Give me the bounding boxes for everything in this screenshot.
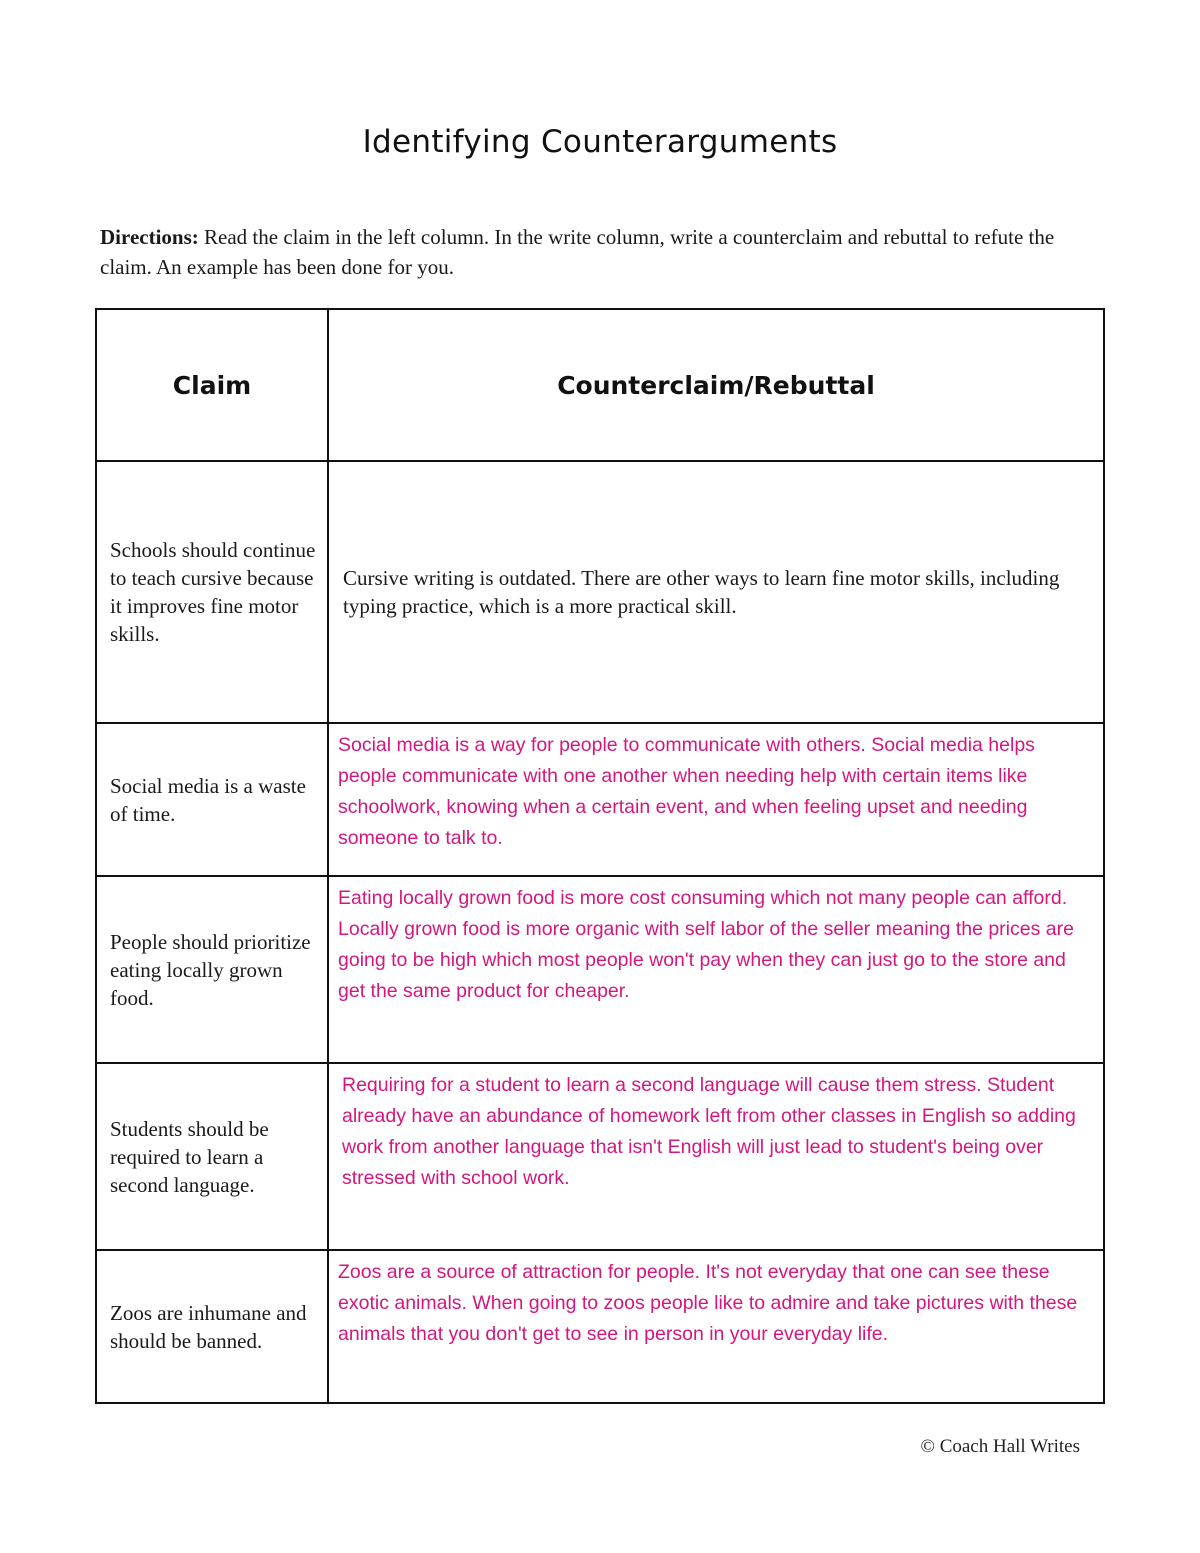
example-response-cell: Cursive writing is outdated. There are other ways to learn fine motor skills, including typing practice, which is a more practical skill. [328, 461, 1104, 723]
worksheet-table [95, 308, 1105, 1404]
copyright-footer: © Coach Hall Writes [920, 1436, 1080, 1457]
claim-cell: Zoos are inhumane and should be banned. [96, 1250, 328, 1403]
header-counterclaim: Counterclaim/Rebuttal [328, 309, 1104, 461]
claim-cell: Schools should continue to teach cursive because it improves fine motor skills. [96, 461, 328, 723]
claim-cell: Students should be required to learn a second language. [96, 1063, 328, 1250]
page-title: Identifying Counterarguments [362, 124, 838, 160]
response-cell[interactable]: Requiring for a student to learn a second language will cause them stress. Student already have an abundance of homework left from other classes in English so adding work from another language that isn't English will just lead to student's being over stressed with school work. [328, 1063, 1104, 1250]
table-row [96, 723, 1104, 876]
response-cell[interactable]: Social media is a way for people to communicate with others. Social media helps people communicate with one another when needing help with certain items like schoolwork, knowing when a certain event, and when feeling upset and needing someone to talk to. [328, 723, 1104, 876]
table-row [96, 1063, 1104, 1250]
claim-cell: People should prioritize eating locally grown food. [96, 876, 328, 1063]
table-row [96, 461, 1104, 723]
header-claim: Claim [96, 309, 328, 461]
directions-label: Directions: [100, 225, 199, 249]
table-row [96, 876, 1104, 1063]
response-cell[interactable]: Zoos are a source of attraction for people. It's not everyday that one can see these exotic animals. When going to zoos people like to admire and take pictures with these animals that you don't get to see in person in your everyday life. [328, 1250, 1104, 1403]
response-cell[interactable]: Eating locally grown food is more cost consuming which not many people can afford. Locally grown food is more organic with self labor of the seller meaning the prices are going to be high which most people won't pay when they can just go to the store and get the same product for cheaper. [328, 876, 1104, 1063]
directions [100, 222, 1100, 282]
directions-text: Read the claim in the left column. In the write column, write a counterclaim and rebuttal to refute the claim. An example has been done for you. [100, 225, 1055, 279]
table-row [96, 1250, 1104, 1403]
table-header-row [96, 309, 1104, 461]
claim-cell: Social media is a waste of time. [96, 723, 328, 876]
